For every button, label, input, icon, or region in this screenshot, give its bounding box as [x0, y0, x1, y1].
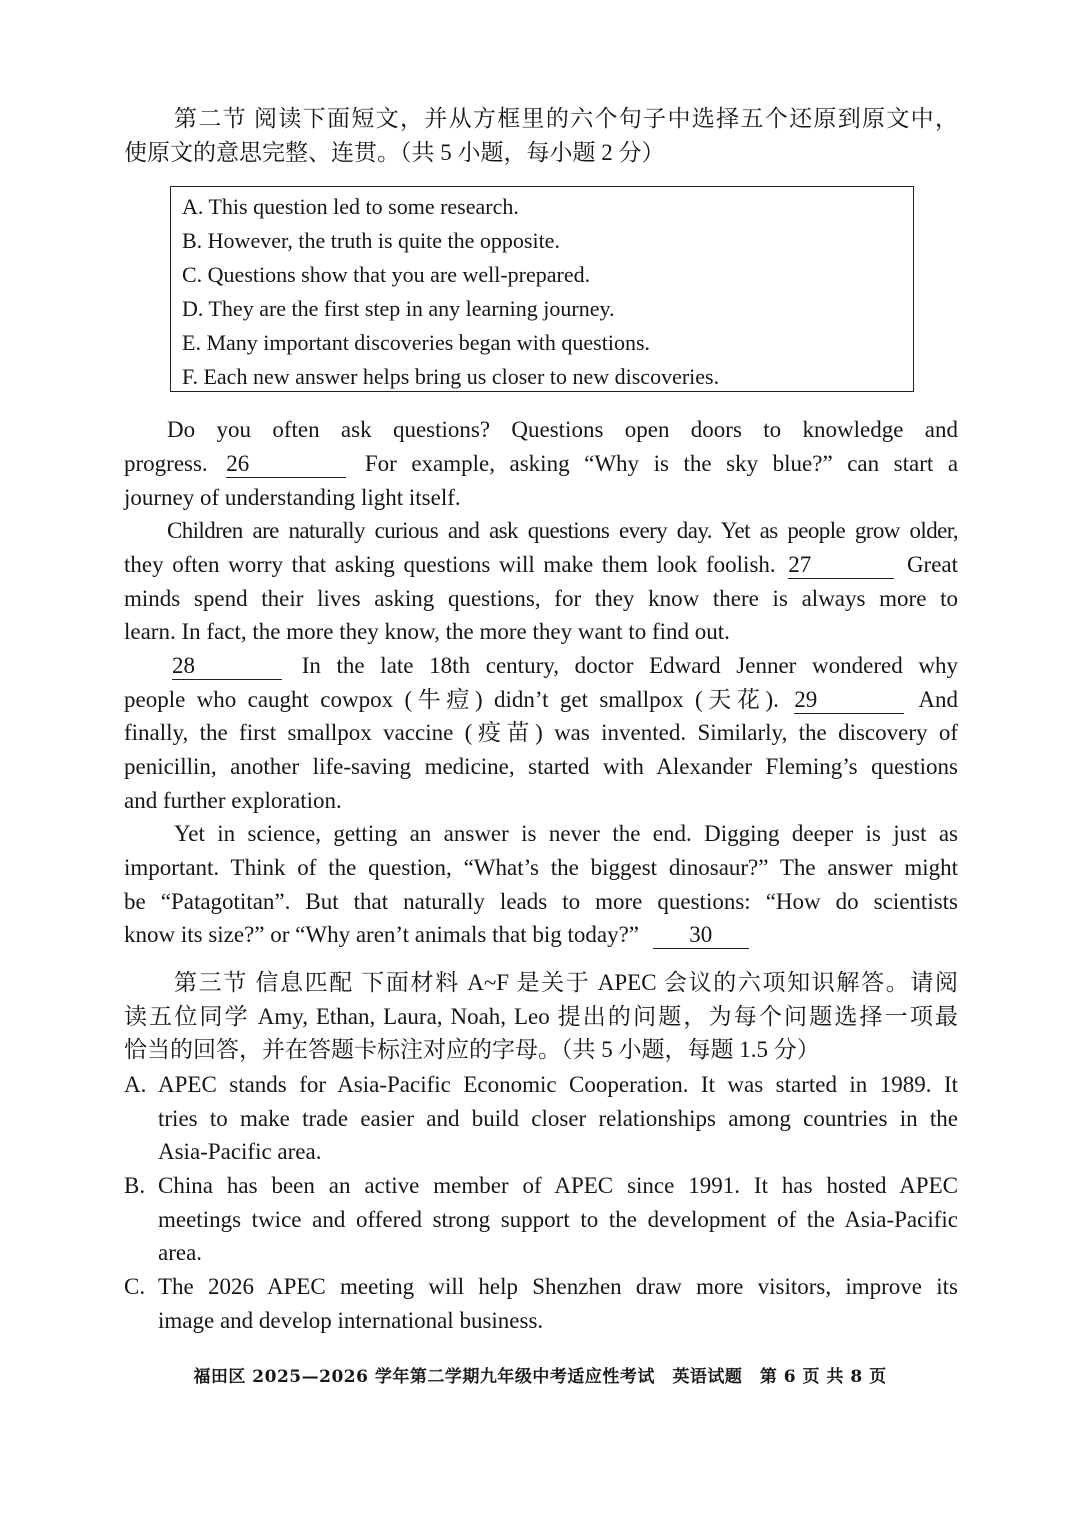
options-box — [170, 186, 914, 392]
p4-line-2: important. Think of the question, “What’s the biggest dinosaur?” The answer might — [124, 855, 958, 880]
section3-instruction-line-1: 第三节 信息匹配 下面材料 A~F 是关于 APEC 会议的六项知识解答。请阅 — [174, 970, 958, 995]
blank-29[interactable]: 29 — [794, 687, 904, 714]
answer-c-letter: C. — [124, 1274, 146, 1299]
p2-line-3: minds spend their lives asking questions, for they know there is always more to — [124, 586, 958, 611]
p3-line-4: penicillin, another life-saving medicine, started with Alexander Fleming’s questions — [124, 754, 958, 779]
p2-line-2 — [124, 548, 958, 582]
p4-line-4 — [124, 918, 958, 952]
answer-c-line-2: image and develop international business. — [158, 1308, 544, 1333]
p3-text-after-blank-2: And — [918, 687, 958, 712]
p3-text-before-blank: people who caught cowpox (牛痘) didn’t get smallpox (天花). — [124, 687, 779, 712]
answer-a-line-3: Asia-Pacific area. — [158, 1139, 322, 1164]
p1-line-2 — [124, 447, 958, 481]
answer-b-line-3: area. — [158, 1240, 203, 1265]
p4-line-3: be “Patagotitan”. But that naturally leads to more questions: “How do scientists — [124, 889, 958, 914]
p4-text-before-blank: know its size?” or “Why aren’t animals that big today?” — [124, 922, 639, 947]
p3-line-5: and further exploration. — [124, 788, 342, 813]
section2-instruction-line-2: 使原文的意思完整、连贯。（共 5 小题，每小题 2 分） — [124, 140, 665, 165]
option-d: D. They are the first step in any learning journey. — [182, 296, 615, 321]
p1-text-before-blank: progress. — [124, 451, 208, 476]
answer-a-line-1: APEC stands for Asia-Pacific Economic Cooperation. It was started in 1989. It — [158, 1072, 958, 1097]
answer-b-line-1: China has been an active member of APEC since 1991. It has hosted APEC — [158, 1173, 958, 1198]
p1-line-1: Do you often ask questions? Questions open doors to knowledge and — [167, 417, 958, 442]
p3-text-after-blank: In the late 18th century, doctor Edward Jenner wondered why — [301, 653, 958, 678]
p2-line-4: learn. In fact, the more they know, the more they want to find out. — [124, 619, 730, 644]
p3-line-2 — [124, 683, 958, 717]
option-a: A. This question led to some research. — [182, 194, 519, 219]
section2-instruction-line-1: 第二节 阅读下面短文，并从方框里的六个句子中选择五个还原到原文中， — [174, 106, 958, 131]
p2-text-before-blank: they often worry that asking questions will make them look foolish. — [124, 552, 776, 577]
option-f: F. Each new answer helps bring us closer to new discoveries. — [182, 364, 720, 389]
option-e: E. Many important discoveries began with questions. — [182, 330, 651, 355]
blank-28[interactable]: 28 — [172, 653, 282, 680]
section3-instruction-line-3: 恰当的回答，并在答题卡标注对应的字母。（共 5 小题，每题 1.5 分） — [124, 1037, 820, 1062]
p2-line-1: Children are naturally curious and ask questions every day. Yet as people grow older, — [167, 518, 958, 543]
p4-line-1: Yet in science, getting an answer is never the end. Digging deeper is just as — [174, 821, 958, 846]
p3-line-1 — [172, 649, 958, 683]
option-c: C. Questions show that you are well-prepared. — [182, 262, 591, 287]
blank-27[interactable]: 27 — [788, 552, 894, 579]
p1-text-after-blank: For example, asking “Why is the sky blue?” can start a — [364, 451, 959, 476]
option-b: B. However, the truth is quite the opposite. — [182, 228, 560, 253]
section3-instruction-line-2: 读五位同学 Amy, Ethan, Laura, Noah, Leo 提出的问题，为每个问题选择一项最 — [124, 1004, 958, 1029]
answer-c-line-1: The 2026 APEC meeting will help Shenzhen draw more visitors, improve its — [158, 1274, 958, 1299]
answer-b-letter: B. — [124, 1173, 146, 1198]
answer-a-line-2: tries to make trade easier and build closer relationships among countries in the — [158, 1106, 958, 1131]
p2-text-after-blank: Great — [906, 552, 959, 577]
blank-30[interactable]: 30 — [653, 922, 749, 949]
p3-line-3: finally, the first smallpox vaccine (疫苗) was invented. Similarly, the discovery of — [124, 720, 958, 745]
p1-line-3: journey of understanding light itself. — [124, 485, 461, 510]
answer-b-line-2: meetings twice and offered strong support to the development of the Asia-Pacific — [158, 1207, 958, 1232]
blank-26[interactable]: 26 — [226, 451, 346, 478]
answer-a-letter: A. — [124, 1072, 147, 1097]
page-footer: 福田区 2025—2026 学年第二学期九年级中考适应性考试 英语试题 第 6 页 共 8 页 — [193, 1367, 887, 1387]
